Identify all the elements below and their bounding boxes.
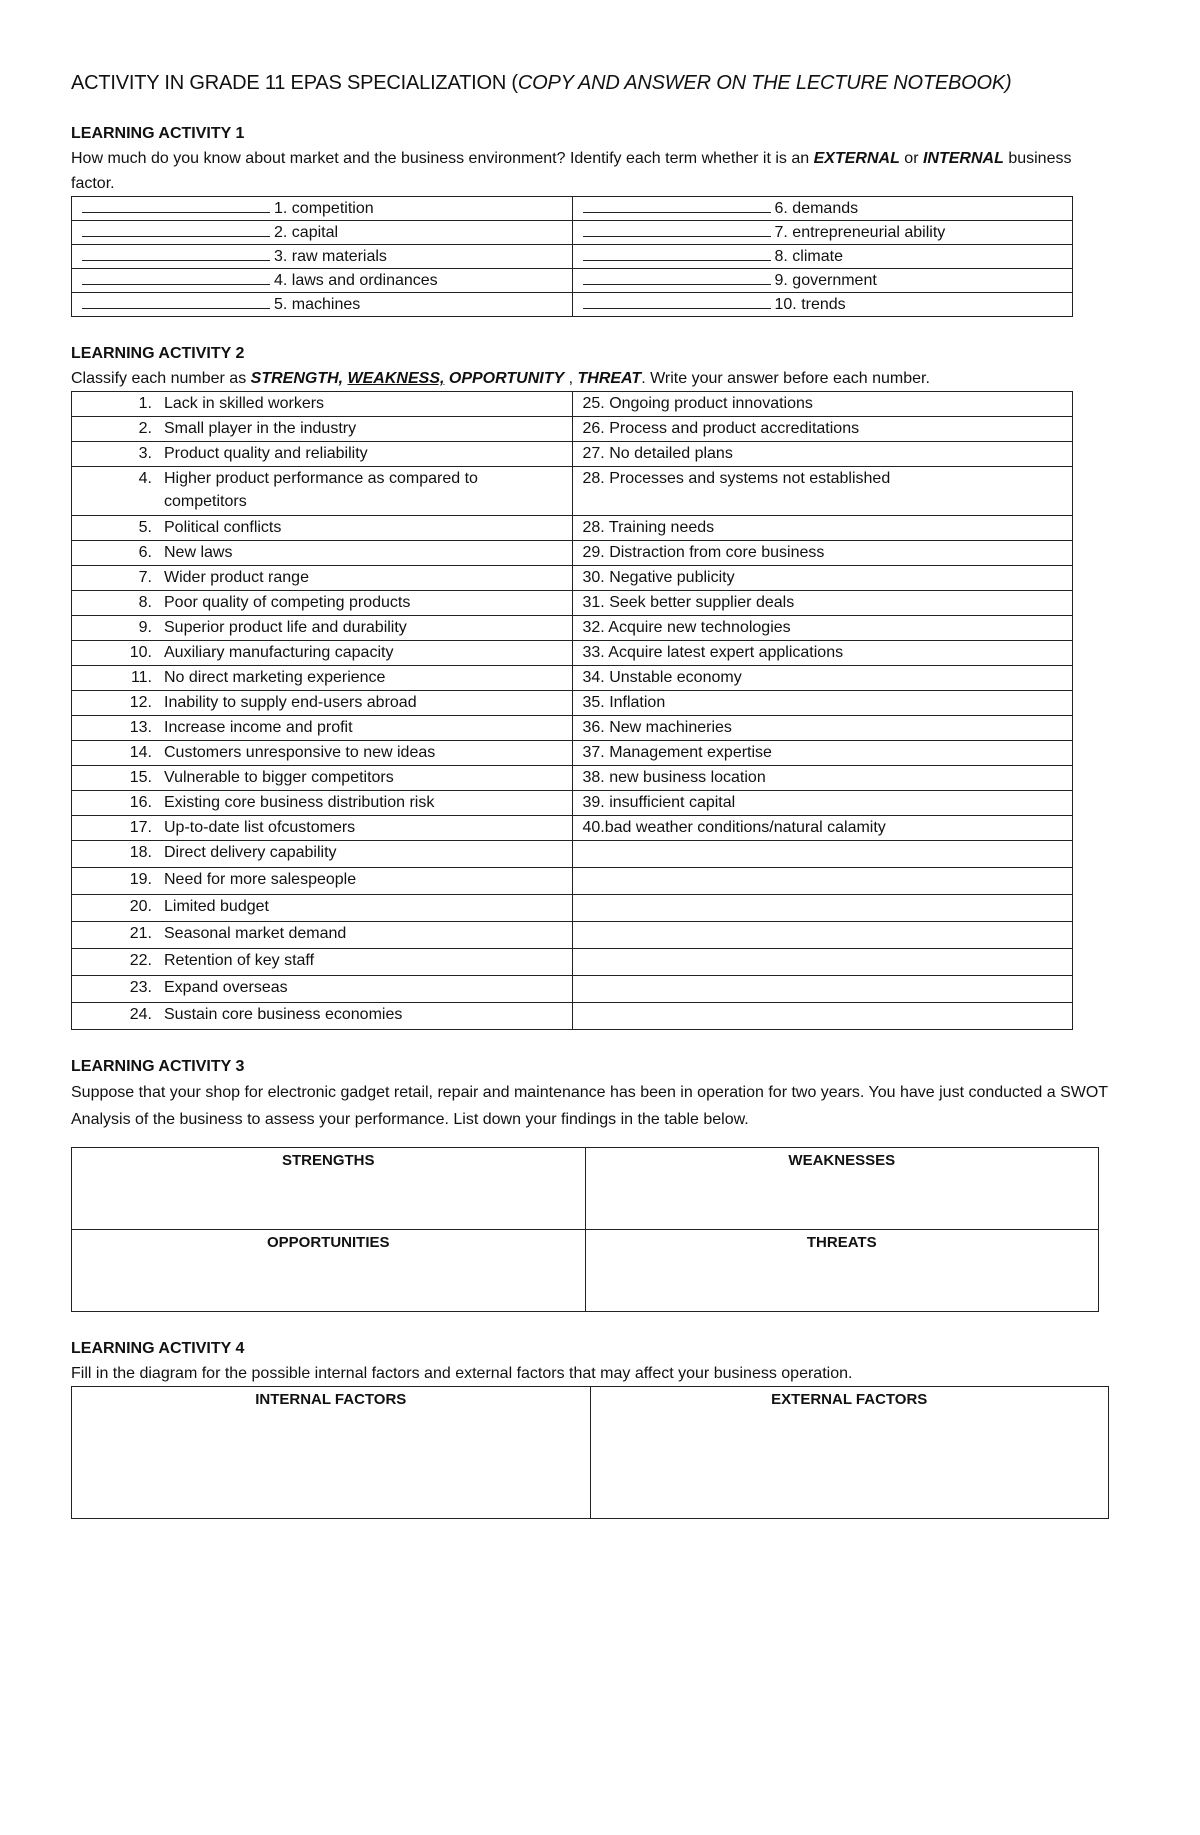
answer-blank[interactable]: [82, 245, 270, 261]
table-row: [72, 392, 1073, 417]
swot-item-left[interactable]: [72, 691, 573, 716]
table-row: [72, 221, 1073, 245]
item-number: 9.: [138, 619, 152, 636]
item-number: 5.: [138, 519, 152, 536]
answer-blank[interactable]: [583, 293, 771, 309]
swot-item-left[interactable]: [72, 841, 573, 868]
swot-table: [71, 1147, 1099, 1312]
swot-item-right[interactable]: 26. Process and product accreditations: [572, 417, 1073, 442]
table-row: [72, 293, 1073, 317]
item-number: 6.: [138, 544, 152, 561]
swot-item-left[interactable]: [72, 741, 573, 766]
answer-blank[interactable]: [583, 197, 771, 213]
swot-threats-cell[interactable]: THREATS: [585, 1230, 1099, 1312]
swot-item-left[interactable]: [72, 516, 573, 541]
swot-item-left[interactable]: [72, 1003, 573, 1030]
item-text: Vulnerable to bigger competitors: [164, 769, 394, 786]
table-row: [72, 1387, 1109, 1519]
swot-item-right[interactable]: [572, 922, 1073, 949]
answer-cell[interactable]: 3. raw materials: [72, 245, 573, 269]
table-row: [72, 417, 1073, 442]
table-row: [72, 442, 1073, 467]
activity-1-instructions: How much do you know about market and the business environment? Identify each term whether it is an EXTERNAL or INTERNAL business factor.: [71, 150, 1072, 192]
table-row: [72, 922, 1073, 949]
item-text: Expand overseas: [164, 979, 288, 996]
swot-item-left[interactable]: [72, 949, 573, 976]
table-row: [72, 741, 1073, 766]
table-row: [72, 1148, 1099, 1230]
item-number: 10.: [129, 644, 152, 661]
learning-activity-1: [71, 121, 1111, 317]
item-text: New laws: [164, 544, 233, 561]
swot-strengths-cell[interactable]: STRENGTHS: [72, 1148, 586, 1230]
answer-cell[interactable]: 5. machines: [72, 293, 573, 317]
answer-cell[interactable]: 6. demands: [572, 197, 1073, 221]
swot-item-right[interactable]: 32. Acquire new technologies: [572, 616, 1073, 641]
table-row: [72, 566, 1073, 591]
answer-cell[interactable]: 4. laws and ordinances: [72, 269, 573, 293]
swot-item-right[interactable]: 40.bad weather conditions/natural calamity: [572, 816, 1073, 841]
item-number: 23.: [129, 979, 152, 996]
swot-item-left[interactable]: [72, 868, 573, 895]
item-text: Higher product performance as compared to competitors: [164, 470, 478, 510]
table-row: [72, 691, 1073, 716]
answer-blank[interactable]: [82, 221, 270, 237]
table-row: [72, 541, 1073, 566]
swot-item-left[interactable]: [72, 666, 573, 691]
table-row: [72, 616, 1073, 641]
swot-item-right[interactable]: [572, 895, 1073, 922]
swot-item-left[interactable]: [72, 895, 573, 922]
table-row: [72, 816, 1073, 841]
swot-item-right[interactable]: 30. Negative publicity: [572, 566, 1073, 591]
swot-item-right[interactable]: [572, 976, 1073, 1003]
swot-item-left[interactable]: [72, 766, 573, 791]
swot-item-right[interactable]: 37. Management expertise: [572, 741, 1073, 766]
learning-activity-3: [71, 1054, 1111, 1312]
item-number: 17.: [129, 819, 152, 836]
table-row: [72, 791, 1073, 816]
item-text: Lack in skilled workers: [164, 395, 325, 412]
table-row: [72, 591, 1073, 616]
item-text: Auxiliary manufacturing capacity: [164, 644, 394, 661]
activity-4-heading: LEARNING ACTIVITY 4: [71, 1340, 245, 1357]
item-text: No direct marketing experience: [164, 669, 386, 686]
learning-activity-4: [71, 1336, 1111, 1519]
swot-item-right[interactable]: 36. New machineries: [572, 716, 1073, 741]
answer-cell[interactable]: 9. government: [572, 269, 1073, 293]
item-number: 21.: [129, 925, 152, 942]
item-text: Direct delivery capability: [164, 844, 337, 861]
item-text: Increase income and profit: [164, 719, 353, 736]
item-number: 14.: [129, 744, 152, 761]
item-text: Customers unresponsive to new ideas: [164, 744, 436, 761]
swot-item-left[interactable]: [72, 716, 573, 741]
table-row: [72, 949, 1073, 976]
table-row: [72, 269, 1073, 293]
answer-cell[interactable]: 2. capital: [72, 221, 573, 245]
worksheet-title: ACTIVITY IN GRADE 11 EPAS SPECIALIZATION (COPY AND ANSWER ON THE LECTURE NOTEBOOK): [71, 72, 1012, 94]
swot-item-left[interactable]: [72, 417, 573, 442]
activity-2-instructions: Classify each number as STRENGTH, WEAKNESS, OPPORTUNITY , THREAT. Write your answer before each number.: [71, 370, 930, 387]
swot-item-right[interactable]: 35. Inflation: [572, 691, 1073, 716]
item-number: 2.: [138, 420, 152, 437]
swot-item-right[interactable]: [572, 841, 1073, 868]
item-number: 1.: [138, 395, 152, 412]
answer-cell[interactable]: 7. entrepreneurial ability: [572, 221, 1073, 245]
item-number: 18.: [129, 844, 152, 861]
answer-blank[interactable]: [583, 221, 771, 237]
item-text: Political conflicts: [164, 519, 282, 536]
table-row: [72, 716, 1073, 741]
item-number: 11.: [130, 669, 152, 686]
item-number: 7.: [138, 569, 152, 586]
activity-1-table: [71, 196, 1073, 317]
item-text: Superior product life and durability: [164, 619, 407, 636]
activity-3-heading: LEARNING ACTIVITY 3: [71, 1058, 245, 1075]
item-number: 12.: [129, 694, 152, 711]
item-text: Inability to supply end-users abroad: [164, 694, 417, 711]
table-row: [72, 641, 1073, 666]
answer-cell[interactable]: 10. trends: [572, 293, 1073, 317]
table-row: [72, 1230, 1099, 1312]
item-number: 4.: [138, 470, 152, 487]
swot-item-left[interactable]: [72, 616, 573, 641]
swot-item-right[interactable]: 34. Unstable economy: [572, 666, 1073, 691]
item-text: Retention of key staff: [164, 952, 315, 969]
worksheet-page: [71, 72, 1111, 1519]
learning-activity-2: [71, 341, 1111, 1030]
swot-item-right[interactable]: 39. insufficient capital: [572, 791, 1073, 816]
table-row: [72, 516, 1073, 541]
item-text: Small player in the industry: [164, 420, 357, 437]
swot-item-right[interactable]: [572, 949, 1073, 976]
answer-blank[interactable]: [82, 197, 270, 213]
swot-item-left[interactable]: [72, 591, 573, 616]
item-number: 8.: [138, 594, 152, 611]
swot-item-left[interactable]: [72, 467, 573, 516]
table-row: [72, 976, 1073, 1003]
item-text: Limited budget: [164, 898, 269, 915]
swot-item-left[interactable]: [72, 791, 573, 816]
item-text: Seasonal market demand: [164, 925, 347, 942]
factors-table: [71, 1386, 1109, 1519]
table-row: [72, 197, 1073, 221]
table-row: [72, 1003, 1073, 1030]
answer-blank[interactable]: [583, 269, 771, 285]
swot-item-right[interactable]: 25. Ongoing product innovations: [572, 392, 1073, 417]
table-row: [72, 895, 1073, 922]
item-text: Existing core business distribution risk: [164, 794, 435, 811]
swot-item-left[interactable]: [72, 922, 573, 949]
item-number: 3.: [138, 445, 152, 462]
swot-item-right[interactable]: 31. Seek better supplier deals: [572, 591, 1073, 616]
table-row: [72, 666, 1073, 691]
table-row: [72, 868, 1073, 895]
item-number: 22.: [129, 952, 152, 969]
external-factors-cell[interactable]: EXTERNAL FACTORS: [590, 1387, 1109, 1519]
swot-item-left[interactable]: [72, 392, 573, 417]
activity-3-instructions: Suppose that your shop for electronic gadget retail, repair and maintenance has been in operation for two years. You have just conducted a SWOT Analysis of the business to assess your performance. List down your findings in the table below.: [71, 1084, 1108, 1128]
activity-4-instructions: Fill in the diagram for the possible internal factors and external factors that may affect your business operation.: [71, 1365, 853, 1382]
answer-cell[interactable]: 8. climate: [572, 245, 1073, 269]
swot-opportunities-cell[interactable]: OPPORTUNITIES: [72, 1230, 586, 1312]
swot-item-left[interactable]: [72, 442, 573, 467]
swot-item-right[interactable]: [572, 1003, 1073, 1030]
item-text: Poor quality of competing products: [164, 594, 411, 611]
swot-item-right[interactable]: 27. No detailed plans: [572, 442, 1073, 467]
item-text: Up-to-date list ofcustomers: [164, 819, 356, 836]
swot-item-right[interactable]: 28. Training needs: [572, 516, 1073, 541]
swot-item-right[interactable]: 28. Processes and systems not established: [572, 467, 1073, 516]
table-row: [72, 766, 1073, 791]
item-number: 15.: [129, 769, 152, 786]
item-text: Product quality and reliability: [164, 445, 368, 462]
swot-item-right[interactable]: [572, 868, 1073, 895]
swot-item-left[interactable]: [72, 641, 573, 666]
item-text: Sustain core business economies: [164, 1006, 403, 1023]
swot-item-right[interactable]: 38. new business location: [572, 766, 1073, 791]
internal-factors-cell[interactable]: INTERNAL FACTORS: [72, 1387, 591, 1519]
item-number: 24.: [129, 1006, 152, 1023]
swot-item-right[interactable]: 29. Distraction from core business: [572, 541, 1073, 566]
swot-item-left[interactable]: [72, 816, 573, 841]
answer-blank[interactable]: [583, 245, 771, 261]
swot-item-left[interactable]: [72, 976, 573, 1003]
swot-item-left[interactable]: [72, 566, 573, 591]
activity-2-heading: LEARNING ACTIVITY 2: [71, 345, 245, 362]
swot-item-left[interactable]: [72, 541, 573, 566]
item-number: 16.: [129, 794, 152, 811]
answer-blank[interactable]: [82, 293, 270, 309]
item-number: 13.: [129, 719, 152, 736]
item-text: Wider product range: [164, 569, 309, 586]
activity-2-table: [71, 391, 1073, 1030]
table-row: [72, 841, 1073, 868]
item-text: Need for more salespeople: [164, 871, 357, 888]
activity-1-heading: LEARNING ACTIVITY 1: [71, 125, 245, 142]
answer-blank[interactable]: [82, 269, 270, 285]
item-number: 20.: [129, 898, 152, 915]
item-number: 19.: [129, 871, 152, 888]
table-row: [72, 245, 1073, 269]
swot-item-right[interactable]: 33. Acquire latest expert applications: [572, 641, 1073, 666]
table-row: [72, 467, 1073, 516]
answer-cell[interactable]: 1. competition: [72, 197, 573, 221]
swot-weaknesses-cell[interactable]: WEAKNESSES: [585, 1148, 1099, 1230]
